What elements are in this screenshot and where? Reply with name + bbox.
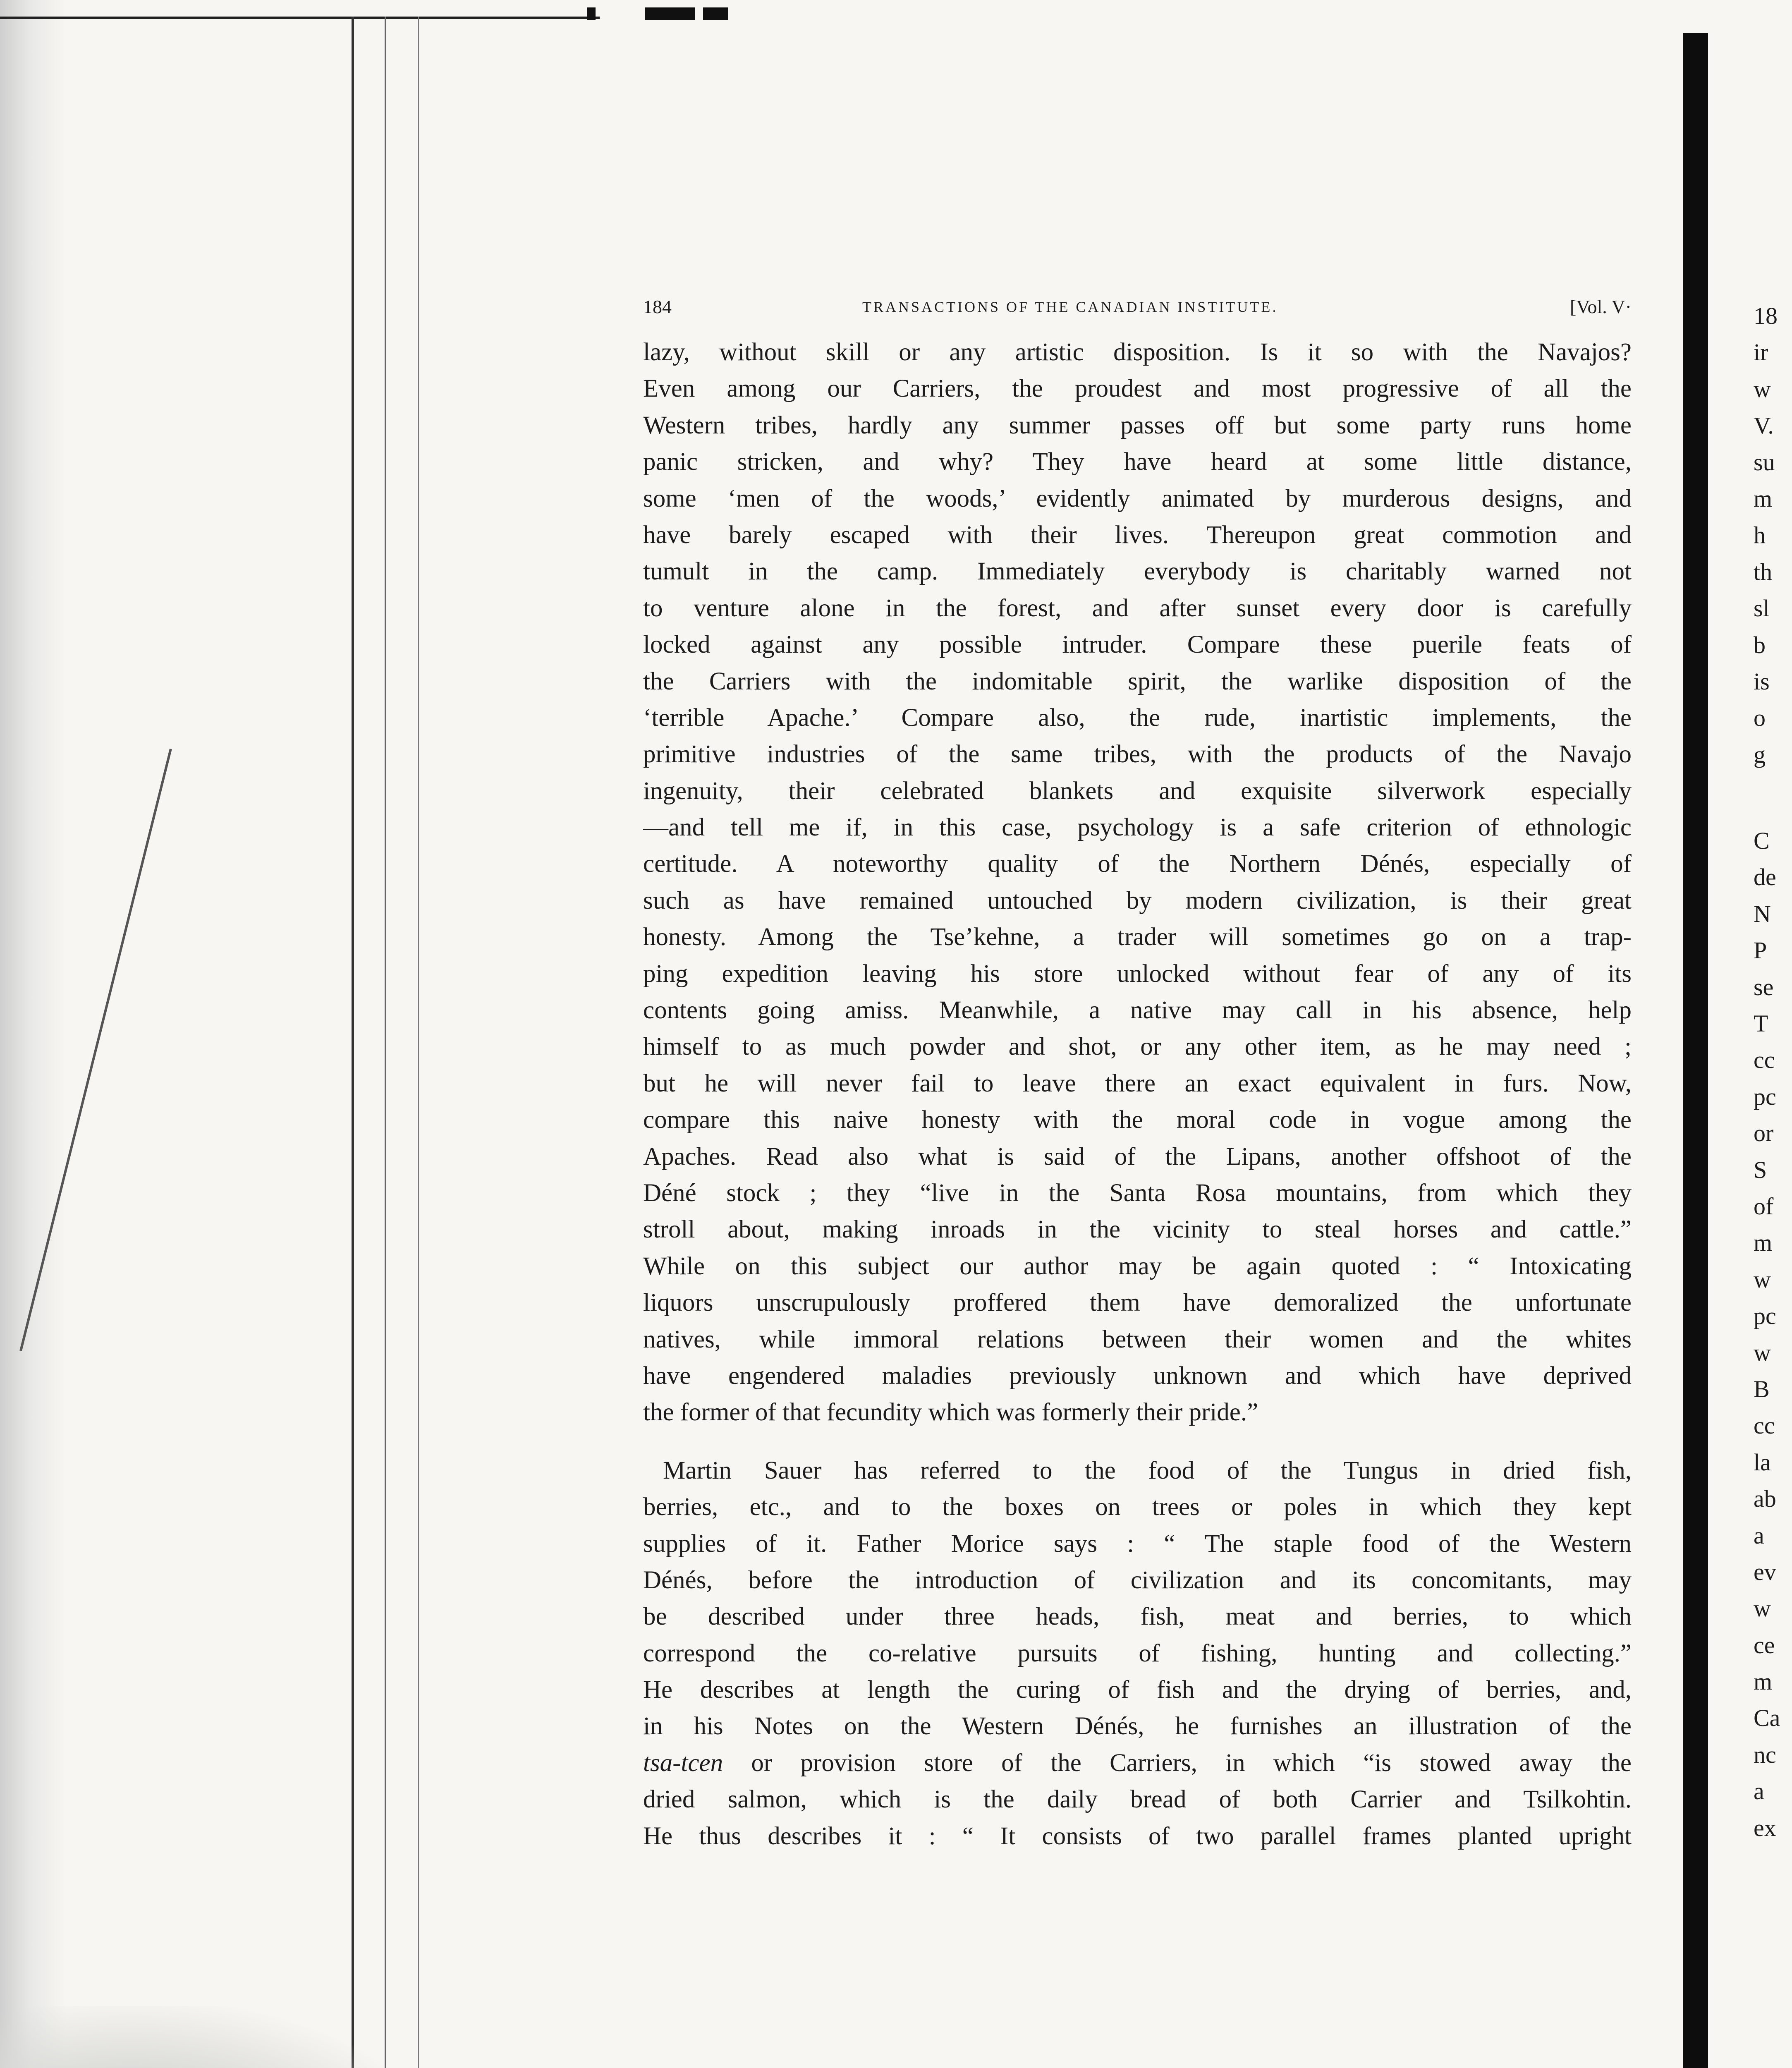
text-line: honesty. Among the Tse’kehne, a trader will sometimes go on a trap- <box>643 923 1632 951</box>
facing-page-text-fragment: w <box>1754 1595 1771 1622</box>
text-line: to venture alone in the forest, and after sunset every door is carefully <box>643 594 1632 622</box>
facing-page-text-fragment: or <box>1754 1120 1774 1147</box>
text-line: liquors unscrupulously proffered them have demoralized the unfortunate <box>643 1289 1632 1317</box>
facing-page-text-fragment: w <box>1754 375 1771 402</box>
italic-term: tsa-tcen <box>643 1749 723 1777</box>
text-line: stroll about, making inroads in the vicinity to steal horses and cattle.” <box>643 1216 1632 1244</box>
text-line: Dénés, before the introduction of civilization and its concomitants, may <box>643 1566 1632 1594</box>
facing-page-text-fragment: se <box>1754 973 1774 1000</box>
facing-page-text-fragment: pc <box>1754 1302 1776 1330</box>
facing-page-text-fragment: a <box>1754 1778 1764 1805</box>
text-line: Déné stock ; they “live in the Santa Rosa mountains, from which they <box>643 1179 1632 1207</box>
facing-page-text-fragment: th <box>1754 558 1773 585</box>
facing-page-text-fragment: w <box>1754 1266 1771 1293</box>
text-line: in his Notes on the Western Dénés, he furnishes an illustration of the <box>643 1712 1632 1740</box>
journal-title: TRANSACTIONS OF THE CANADIAN INSTITUTE. <box>862 299 1278 315</box>
facing-page-text-fragment: g <box>1754 741 1766 768</box>
facing-page-text-fragment: cc <box>1754 1412 1775 1439</box>
facing-page-text-fragment: ev <box>1754 1558 1776 1585</box>
scan-shadow <box>0 2006 434 2068</box>
facing-page-text-fragment: m <box>1754 1229 1773 1257</box>
volume-mark: [Vol. V· <box>1569 296 1632 317</box>
text-line: panic stricken, and why? They have heard at some little distance, <box>643 448 1632 476</box>
text-line: Even among our Carriers, the proudest and most progressive of all the <box>643 375 1632 403</box>
text-line: dried salmon, which is the daily bread of both Carrier and Tsilkohtin. <box>643 1786 1632 1814</box>
facing-page-gap <box>1754 773 1792 823</box>
facing-page-text-fragment: P <box>1754 937 1767 964</box>
facing-page-text-fragment: is <box>1754 668 1770 695</box>
facing-page-text-fragment: de <box>1754 864 1776 891</box>
facing-page-text-fragment: m <box>1754 485 1773 512</box>
paragraph-gap <box>643 1431 1632 1453</box>
facing-page-text-fragment: a <box>1754 1522 1764 1549</box>
facing-page-text-fragment: sl <box>1754 595 1770 622</box>
text-line: Martin Sauer has referred to the food of the Tungus in dried fish, <box>663 1456 1632 1484</box>
facing-page-text-fragment: pc <box>1754 1083 1776 1110</box>
text-line: some ‘men of the woods,’ evidently animated by murderous designs, and <box>643 484 1632 512</box>
text-line: While on this subject our author may be again quoted : “ Intoxicating <box>643 1252 1632 1280</box>
scan-left-gutter <box>0 0 66 2068</box>
facing-page-text-fragment: la <box>1754 1448 1771 1476</box>
scan-vertical-rule <box>352 17 354 2068</box>
text-line: such as have remained untouched by modern civilization, is their great <box>643 886 1632 914</box>
text-line: ‘terrible Apache.’ Compare also, the rude, inartistic implements, the <box>643 704 1632 732</box>
text-line: contents going amiss. Meanwhile, a native may call in his absence, help <box>643 996 1632 1024</box>
scan-vertical-rule <box>385 17 386 2068</box>
scan-ink-blot <box>645 7 695 20</box>
text-line: lazy, without skill or any artistic disposition. Is it so with the Navajos? <box>643 338 1632 366</box>
facing-page-text-fragment: h <box>1754 522 1766 549</box>
text-line: locked against any possible intruder. Compare these puerile feats of <box>643 631 1632 659</box>
facing-page-text-fragment: 18 <box>1754 302 1778 329</box>
paragraph <box>643 334 1632 1431</box>
text-line: ping expedition leaving his store unlocked without fear of any of its <box>643 960 1632 988</box>
page-number: 184 <box>643 296 672 317</box>
facing-page-text-fragment: ab <box>1754 1485 1776 1513</box>
text-line: tumult in the camp. Immediately everybody is charitably warned not <box>643 558 1632 586</box>
scan-ink-blot <box>703 7 728 20</box>
text-line: compare this naive honesty with the moral code in vogue among the <box>643 1106 1632 1134</box>
text-line: primitive industries of the same tribes, with the products of the Navajo <box>643 740 1632 768</box>
text-line: certitude. A noteworthy quality of the Northern Dénés, especially of <box>643 850 1632 878</box>
facing-page-text-fragment: C <box>1754 827 1770 854</box>
text-line: —and tell me if, in this case, psychology is a safe criterion of ethnologic <box>643 814 1632 842</box>
scan-ink-blot <box>587 7 596 20</box>
facing-page-text-fragment: of <box>1754 1192 1774 1220</box>
scan-top-border <box>0 17 600 19</box>
facing-page-fragment <box>1754 298 1792 2035</box>
text-line: the former of that fecundity which was formerly their pride.” <box>643 1398 1258 1427</box>
facing-page-text-fragment: b <box>1754 631 1766 658</box>
text-line: himself to as much powder and shot, or any other item, as he may need ; <box>643 1033 1632 1061</box>
text-line: Apaches. Read also what is said of the Lipans, another offshoot of the <box>643 1142 1632 1170</box>
text-line: supplies of it. Father Morice says : “ The staple food of the Western <box>643 1529 1632 1558</box>
text-line: He describes at length the curing of fish and the drying of berries, and, <box>643 1676 1632 1704</box>
facing-page-text-fragment: T <box>1754 1010 1768 1037</box>
text-line: have engendered maladies previously unknown and which have deprived <box>643 1362 1632 1390</box>
text-line <box>643 1745 1632 1781</box>
text-fragment: or provision store of the Carriers, in which “is stowed away the <box>751 1749 1632 1777</box>
text-line: correspond the co-relative pursuits of fishing, hunting and collecting.” <box>643 1639 1632 1667</box>
text-line: ingenuity, their celebrated blankets and exquisite silverwork especially <box>643 777 1632 805</box>
text-line: natives, while immoral relations between their women and the whites <box>643 1325 1632 1353</box>
facing-page-text-fragment: cc <box>1754 1046 1775 1074</box>
running-head <box>643 296 1632 321</box>
facing-page-text-fragment: o <box>1754 704 1766 732</box>
facing-page-text-fragment: ex <box>1754 1814 1776 1841</box>
facing-page-text-fragment: ir <box>1754 339 1768 366</box>
facing-page-text-fragment: N <box>1754 900 1771 927</box>
facing-page-text-fragment: B <box>1754 1375 1770 1403</box>
facing-page-text-fragment: m <box>1754 1668 1773 1695</box>
book-binding-edge <box>1683 33 1708 2068</box>
facing-page-text-fragment: nc <box>1754 1741 1776 1768</box>
text-line: Western tribes, hardly any summer passes off but some party runs home <box>643 411 1632 439</box>
text-line: the Carriers with the indomitable spirit, the warlike disposition of the <box>643 667 1632 695</box>
facing-page-text-fragment: ce <box>1754 1631 1775 1659</box>
facing-page-text-fragment: S <box>1754 1156 1767 1183</box>
text-line: be described under three heads, fish, meat and berries, to which <box>643 1603 1632 1631</box>
paragraph <box>643 1453 1632 1855</box>
body-text <box>643 334 1632 1855</box>
text-line: but he will never fail to leave there an exact equivalent in furs. Now, <box>643 1069 1632 1097</box>
facing-page-text-fragment: V. <box>1754 412 1774 439</box>
scan-vertical-rule <box>418 17 419 2068</box>
facing-page-text-fragment: su <box>1754 448 1775 476</box>
text-line: have barely escaped with their lives. Thereupon great commotion and <box>643 521 1632 549</box>
facing-page-text-fragment: w <box>1754 1339 1771 1366</box>
facing-page-text-fragment: Ca <box>1754 1704 1780 1732</box>
text-line: He thus describes it : “ It consists of two parallel frames planted upright <box>643 1822 1632 1850</box>
text-line: berries, etc., and to the boxes on trees or poles in which they kept <box>643 1493 1632 1521</box>
